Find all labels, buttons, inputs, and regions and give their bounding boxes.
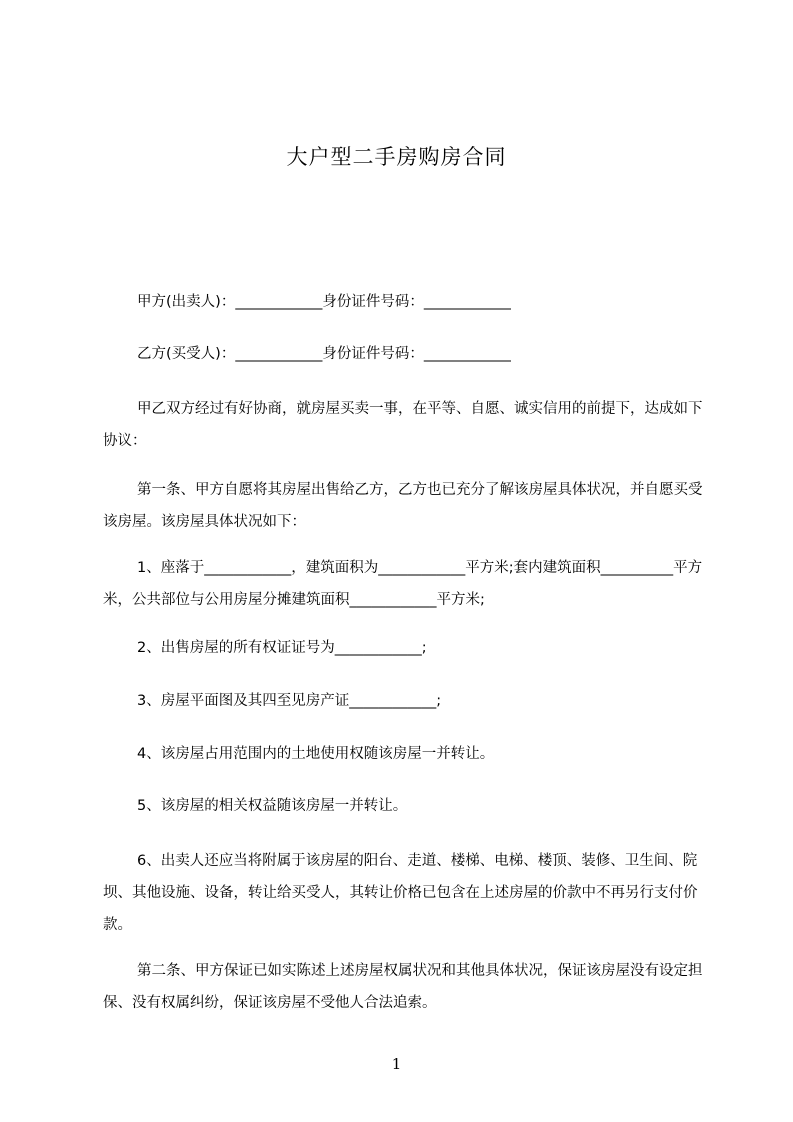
- party-a-label: 甲方(出卖人)：: [137, 294, 236, 310]
- party-b-label: 乙方(买受人)：: [137, 346, 236, 362]
- party-a-name-blank[interactable]: ____________: [235, 294, 323, 310]
- item-4-paragraph: 4、该房屋占用范围内的土地使用权随该房屋一并转让。: [137, 746, 495, 762]
- page-number: 1: [391, 1055, 402, 1073]
- article-1-paragraph: 第一条、甲方自愿将其房屋出售给乙方，乙方也已充分了解该房屋具体状况，并自愿买受该房屋。该房屋具体状况如下：: [103, 482, 703, 530]
- article-2-paragraph: 第二条、甲方保证已如实陈述上述房屋权属状况和其他具体状况，保证该房屋没有设定担保、没有权属纠纷，保证该房屋不受他人合法追索。: [103, 963, 703, 1011]
- party-b-line: [103, 338, 703, 370]
- item-5-paragraph: 5、该房屋的相关权益随该房屋一并转让。: [137, 798, 408, 814]
- item-2-paragraph: 2、出售房屋的所有权证证号为____________;: [137, 640, 427, 656]
- intro-paragraph: 甲乙双方经过有好协商，就房屋买卖一事，在平等、自愿、诚实信用的前提下，达成如下协议：: [103, 401, 703, 449]
- party-b-id-label: 身份证件号码：: [322, 346, 424, 362]
- party-a-id-blank[interactable]: ____________: [423, 294, 511, 310]
- party-b-id-blank[interactable]: ____________: [423, 346, 511, 362]
- party-a-id-label: 身份证件号码：: [322, 294, 424, 310]
- party-a-line: [103, 286, 703, 318]
- item-3-paragraph: 3、房屋平面图及其四至见房产证____________;: [137, 693, 442, 709]
- document-title: 大户型二手房购房合同: [286, 145, 507, 169]
- party-b-name-blank[interactable]: ____________: [235, 346, 323, 362]
- item-1-paragraph: 1、座落于____________，建筑面积为____________平方米;套内建筑面积__________平方米，公共部位与公用房屋分摊建筑面积____________平方米;: [103, 560, 703, 608]
- item-6-paragraph: 6、出卖人还应当将附属于该房屋的阳台、走道、楼梯、电梯、楼顶、装修、卫生间、院坝、其他设施、设备，转让给买受人，其转让价格已包含在上述房屋的价款中不再另行支付价款。: [103, 853, 698, 933]
